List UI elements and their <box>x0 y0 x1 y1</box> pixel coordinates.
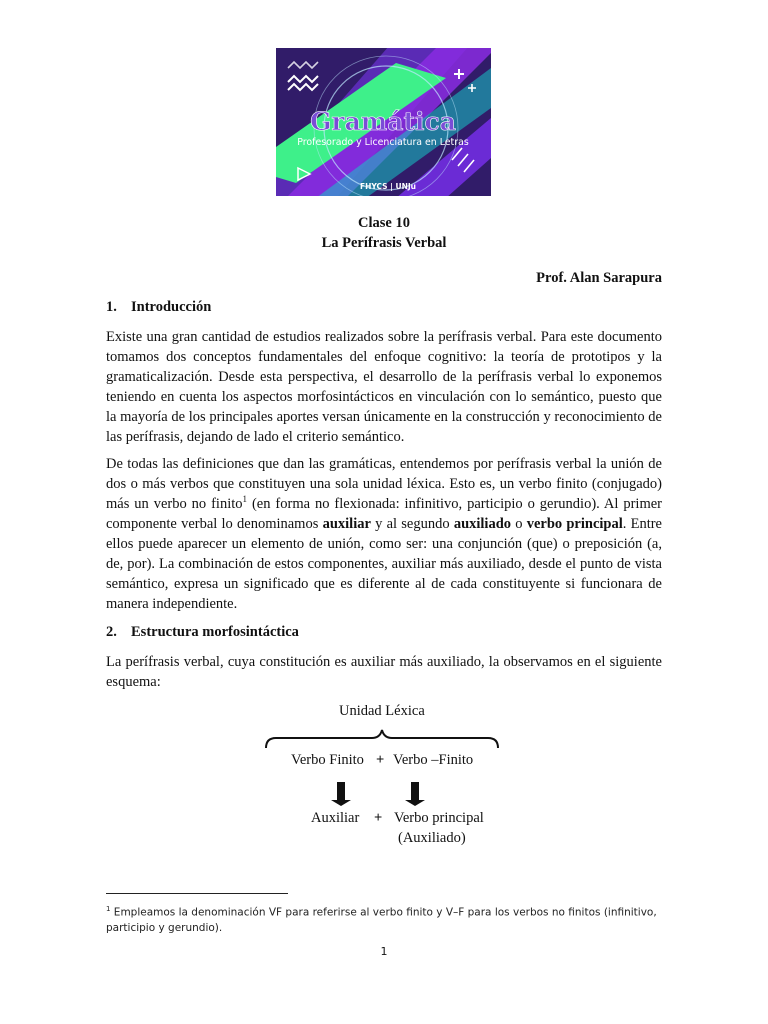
author-name: Prof. Alan Sarapura <box>536 270 662 286</box>
text-run: De todas las definiciones que dan las gramáticas, entendemos por perífrasis verbal la unión de dos o más verbos que constituyen una sola unidad léxica. Esto es, un verbo finito (conjugado) más un verbo no finito <box>106 456 662 512</box>
banner-subtitle: Profesorado y Licenciatura en Letras <box>297 137 469 148</box>
bold-term-auxiliar: auxiliar <box>322 516 371 532</box>
diagram-graphics <box>0 700 768 860</box>
section-heading-1 <box>106 299 212 316</box>
section-number: 2. <box>106 624 117 640</box>
plus-sign: + <box>376 752 385 768</box>
footnote <box>106 902 666 936</box>
section-heading-2 <box>106 624 299 641</box>
footnote-mark: 1 <box>106 905 111 913</box>
text-run: y al segundo <box>370 516 454 532</box>
arrow-down-icon <box>405 782 425 806</box>
label-auxiliar: Auxiliar <box>311 810 360 826</box>
footnote-text: Empleamos la denominación VF para referirse al verbo finito y V–F para los verbos no finitos (infinitivo, participio y gerundio). <box>106 906 657 934</box>
section-title: Estructura morfosintáctica <box>131 624 299 640</box>
label-verbo-no-finito: Verbo –Finito <box>393 752 474 768</box>
plus-sign: + <box>374 810 383 826</box>
periphrasis-diagram <box>0 700 768 860</box>
class-number: Clase 10 <box>358 215 410 231</box>
banner-title: Gramática <box>310 107 456 136</box>
course-banner <box>276 48 491 196</box>
paragraph-intro: Existe una gran cantidad de estudios realizados sobre la perífrasis verbal. Para este documento tomamos dos conceptos fundamentales del enfoque cognitivo: la teoría de prototipos y la gramaticalización. Desde esta perspectiva, el desarrollo de la perífrasis verbal lo exponemos teniendo en cuenta los aspectos morfosintácticos en vinculación con lo semántico, puesto que la mayoría de los principales aportes versan únicamente en la construcción y reconocimiento de las perífrasis, dejando de lado el criterio semántico. <box>106 329 662 445</box>
section-title: Introducción <box>131 299 212 315</box>
footnote-separator <box>106 893 288 894</box>
bold-term-verbo-principal: verbo principal <box>526 516 623 532</box>
arrow-down-icon <box>331 782 351 806</box>
banner-tag: FHYCS | UNJu <box>359 182 417 191</box>
paragraph-definition <box>106 454 662 614</box>
bold-term-auxiliado: auxiliado <box>453 516 512 532</box>
document-title: La Perífrasis Verbal <box>321 235 447 251</box>
section-number: 1. <box>106 299 117 315</box>
page-number: 1 <box>380 945 388 958</box>
brace-shape <box>266 730 498 748</box>
label-auxiliado: (Auxiliado) <box>398 830 466 846</box>
text-run: (en forma no flexionada: infinitivo, participio o gerundio). Al primer componente verbal lo denominamos <box>106 496 662 532</box>
label-verbo-principal: Verbo principal <box>394 810 484 826</box>
text-run: . Entre ellos puede aparecer un elemento de unión, como ser: una conjunción (que) o preposición (a, de, por). La combinación de estos componentes, auxiliar más auxiliado, desde el punto de vista semántico, expresa un significado que es diferente al de cada constituyente si funcionara de manera independiente. <box>106 516 662 612</box>
text-run: o <box>511 516 527 532</box>
footnote-ref: 1 <box>242 494 248 505</box>
label-unidad-lexica: Unidad Léxica <box>339 703 425 719</box>
label-verbo-finito: Verbo Finito <box>291 752 364 768</box>
paragraph-scheme-intro: La perífrasis verbal, cuya constitución es auxiliar más auxiliado, la observamos en el siguiente esquema: <box>106 654 662 690</box>
banner-graphic <box>276 48 491 196</box>
